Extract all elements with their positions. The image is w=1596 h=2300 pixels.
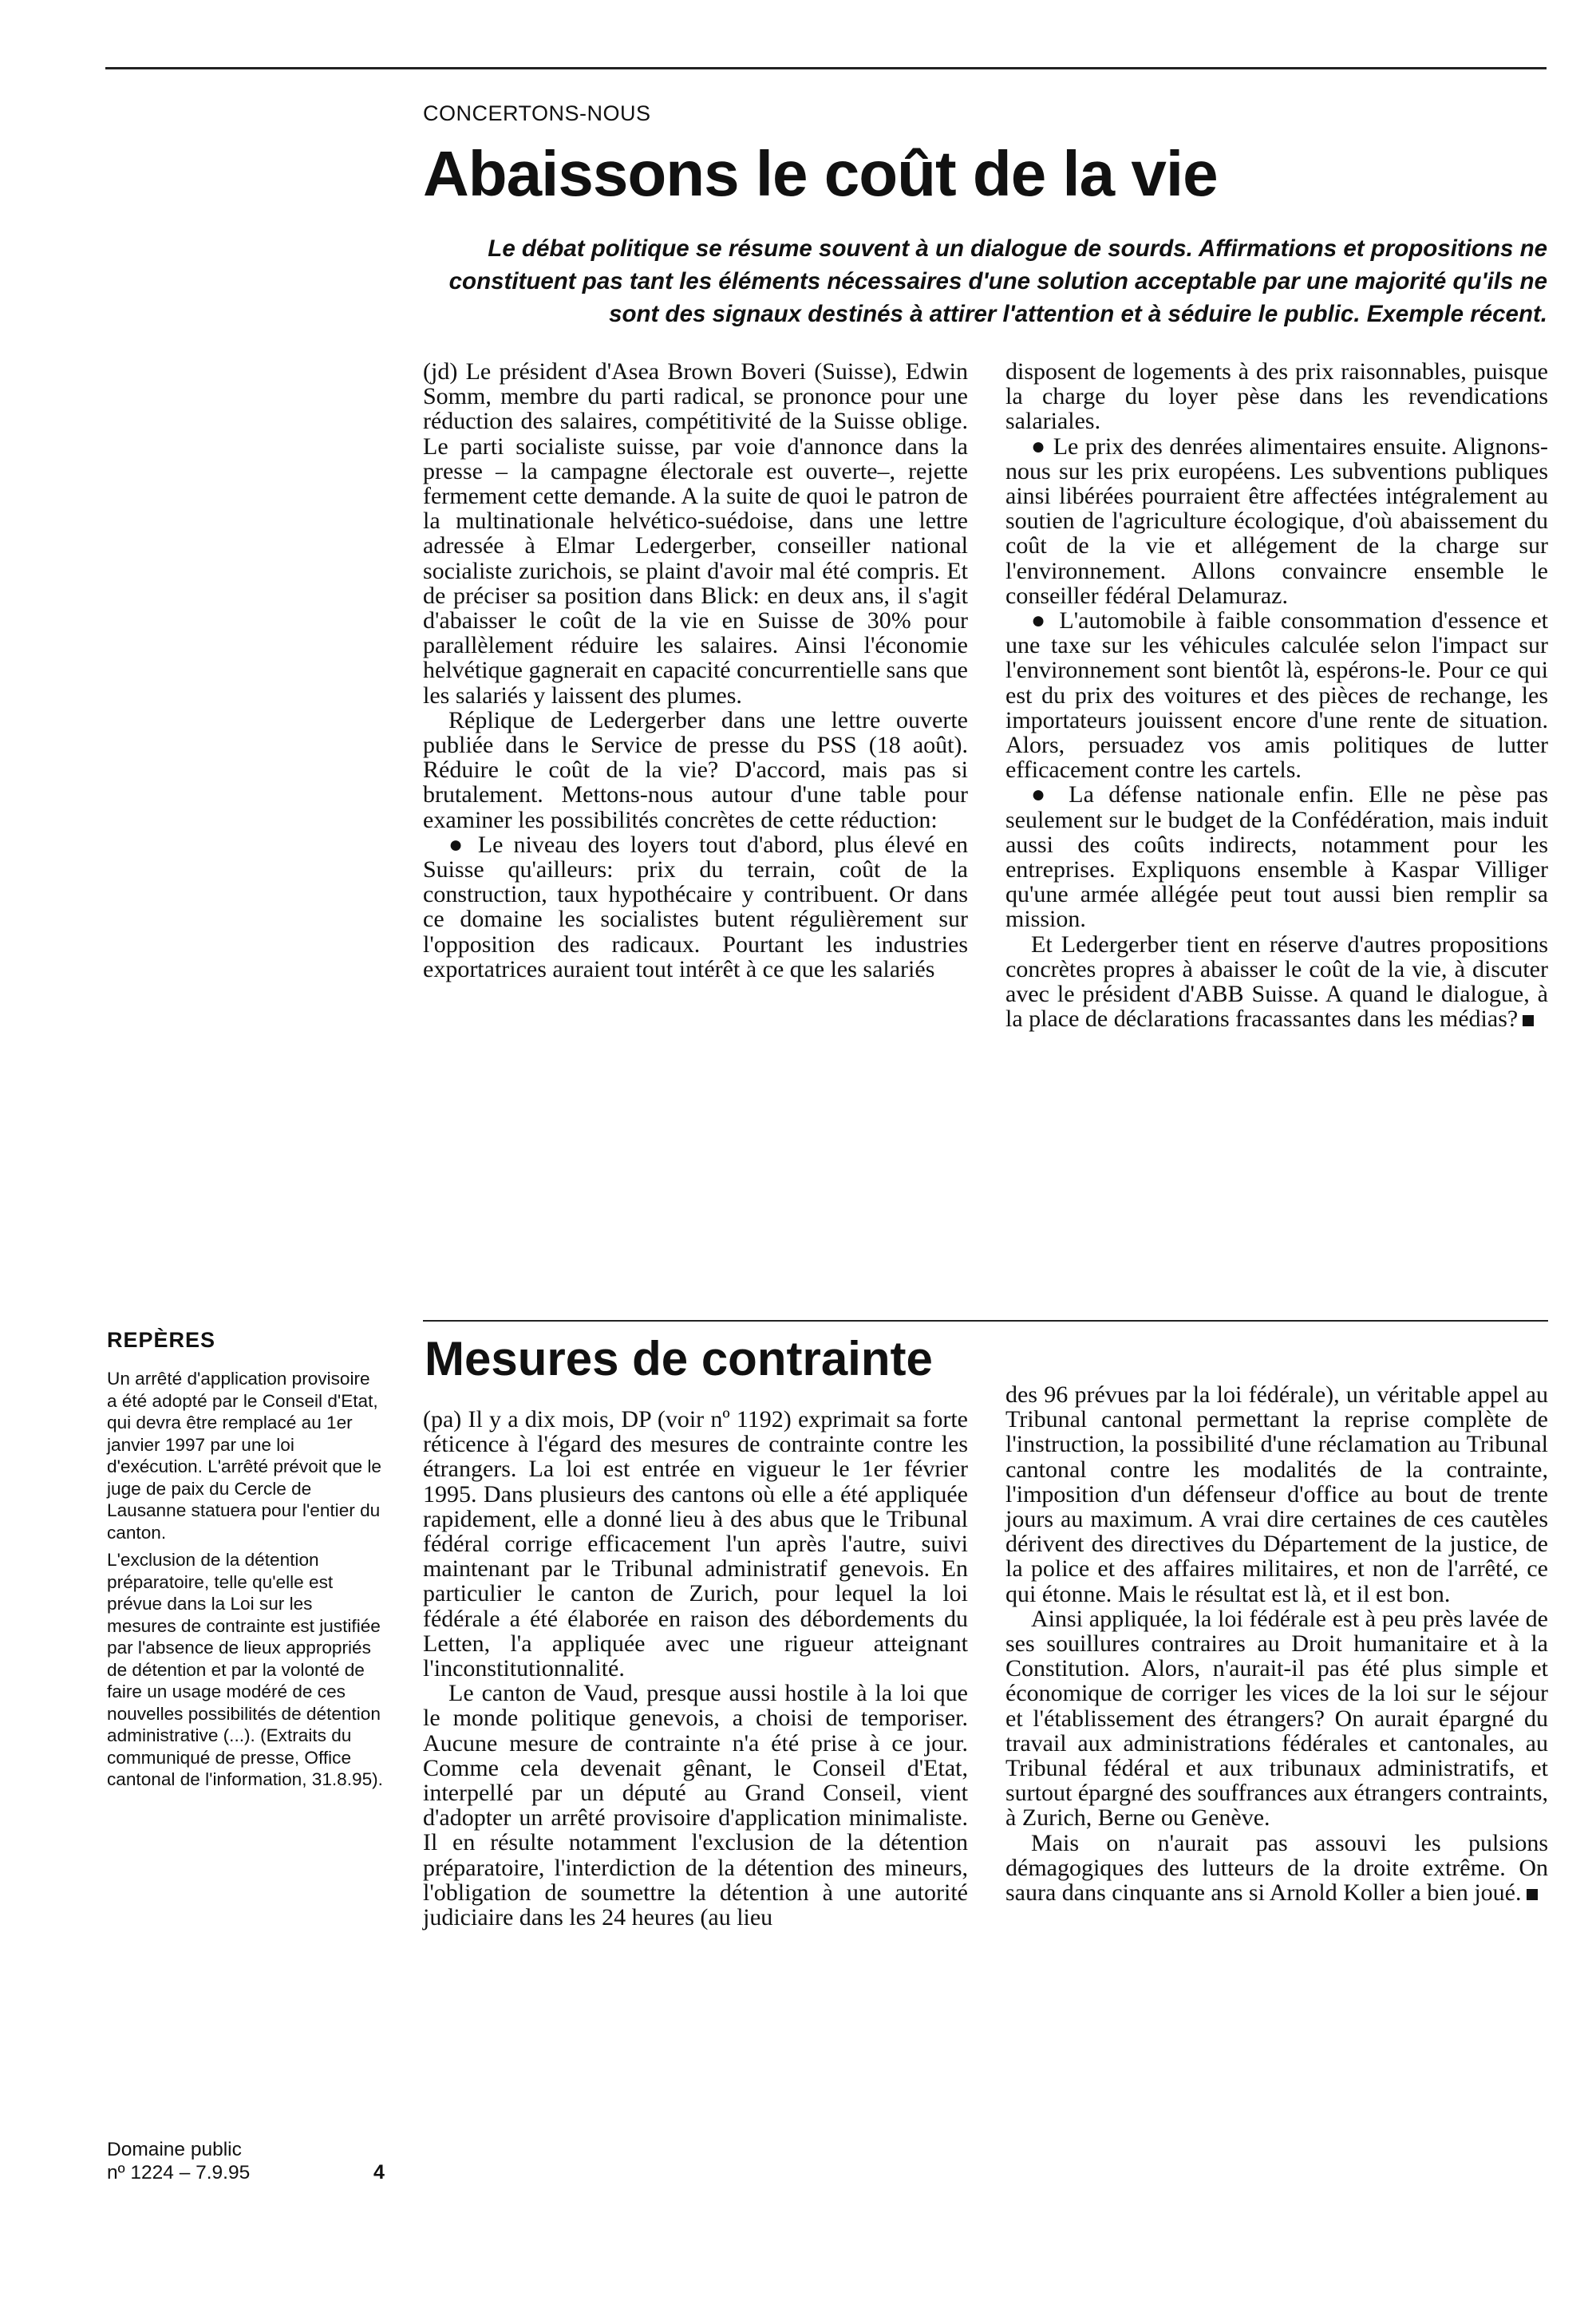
article2-title: Mesures de contrainte [425, 1332, 933, 1385]
paragraph: Réplique de Ledergerber dans une lettre ouverte publiée dans le Service de presse du PSS (18 août). Réduire le coût de la vie? D'accord, mais pas si brutalement. Mettons-nous autour d'une table pour examiner les possibilités concrètes de cette réduction: [423, 706, 968, 833]
paragraph: ● Le prix des denrées alimentaires ensuite. Alignons-nous sur les prix européens. Les subventions publiques ainsi libérées pourraient être affectées intégralement au soutien de l'agriculture écologique, d'où abaissement du coût de la vie et allégement de la charge sur l'environnement. Allons convaincre ensemble le conseiller fédéral Delamuraz. [1005, 433, 1548, 609]
article2-column-1 [423, 1407, 968, 1930]
paragraph: des 96 prévues par la loi fédérale), un véritable appel au Tribunal cantonal permettant la reprise complète de l'instruction, la possibilité d'une réclamation au Tribunal cantonal contre les modalités de la contrainte, l'imposition d'un défenseur d'office au bout de trente jours au maximum. A vrai dire certaines de ces cautèles dérivent des directives du Département de la justice, de la police et des affaires militaires, et non de l'arrêté, ce qui étonne. Mais le résultat est là, et il est bon. [1005, 1381, 1548, 1607]
paragraph: (jd) Le président d'Asea Brown Boveri (Suisse), Edwin Somm, membre du parti radical, se prononce pour une réduction des salaires, compétitivité de la Suisse oblige. Le parti socialiste suisse, par voie d'annonce dans la presse – la campagne électorale est ouverte–, rejette fermement cette demande. A la suite de quoi le patron de la multinationale helvético-suédoise, dans une lettre adressée à Elmar Ledergerber, conseiller national socialiste zurichois, se plaint d'avoir mal été compris. Et de préciser sa position dans Blick: en deux ans, il s'agit d'abaisser le coût de la vie en Suisse de 30% pour parallèlement réduire les salaires. Ainsi l'économie helvétique gagnerait en capacité concurrentielle sans que les salariés y laissent des plumes. [423, 358, 968, 709]
end-mark-icon [1527, 1889, 1538, 1900]
section-kicker: CONCERTONS-NOUS [423, 101, 651, 125]
paragraph: disposent de logements à des prix raisonnables, puisque la charge du loyer pèse dans les revendications salariales. [1005, 358, 1548, 435]
paragraph: Ainsi appliquée, la loi fédérale est à peu près lavée de ses souillures contraires au Droit humanitaire et à la Constitution. Alors, n'aurait-il pas été plus simple et économique de corriger les vices de la loi sur le séjour et l'établissement des étrangers? On aurait épargné du travail aux administrations fédérales et cantonales, au Tribunal fédéral et aux tribunaux administratifs, et surtout épargné des souffrances aux étrangers contraints, à Zurich, Berne ou Genève. [1005, 1605, 1548, 1832]
article1-column-1 [423, 359, 968, 982]
paragraph: (pa) Il y a dix mois, DP (voir nº 1192) exprimait sa forte réticence à l'égard des mesures de contrainte contre les étrangers. La loi est entrée en vigueur le 1er février 1995. Dans plusieurs des cantons où elle a été appliquée rapidement, elle a donné lieu à des abus que le Tribunal fédéral corrige efficacement l'un après l'autre, suivi maintenant par le Tribunal administratif genevois. En particulier le canton de Zurich, pour lequel la loi fédérale a été élaborée en raison des débordements du Letten, l'a appliquée avec une rigueur atteignant l'inconstitutionnalité. [423, 1406, 968, 1682]
paragraph: ● La défense nationale enfin. Elle ne pèse pas seulement sur le budget de la Confédération, mais induit aussi des coûts indirects, notamment pour les entreprises. Expliquons ensemble à Kaspar Villiger qu'une armée allégée peut tout aussi bien remplir sa mission. [1005, 781, 1548, 933]
paragraph-text: Mais on n'aurait pas assouvi les pulsions démagogiques des lutteurs de la droite extrême. On saura dans cinquante ans si Arnold Koller a bien joué. [1005, 1829, 1548, 1907]
sidebar-paragraph: L'exclusion de la détention préparatoire, telle qu'elle est prévue dans la Loi sur les mesures de contrainte est justifiée par l'absence de lieux appropriés de détention et par la volonté de faire un usage modéré de ces nouvelles possibilités de détention administrative (...). (Extraits du communiqué de presse, Office cantonal de l'information, 31.8.95). [107, 1550, 383, 1789]
article-title: Abaissons le coût de la vie [423, 138, 1218, 209]
paragraph: ● Le niveau des loyers tout d'abord, plus élevé en Suisse qu'ailleurs: prix du terrain, coût de la construction, taux hypothécaire y contribuent. Or dans ce domaine les socialistes butent régulièrement sur l'opposition des radicaux. Pourtant les industries exportatrices auraient tout intérêt à ce que les salariés [423, 831, 968, 982]
paragraph-final [1005, 932, 1548, 1032]
paragraph-final [1005, 1831, 1548, 1906]
paragraph: Le canton de Vaud, presque aussi hostile à la loi que le monde politique genevois, a choisi de temporiser. Aucune mesure de contrainte n'a été prise à ce jour. Comme cela devenait gênant, le Conseil d'Etat, interpellé par un député au Grand Conseil, vient d'adopter un arrêté provisoire d'application minimaliste. Il en résulte notamment l'exclusion de la détention préparatoire, l'interdiction de la détention des mineurs, l'obligation de soumettre la détention à une autorité judiciaire dans les 24 heures (au lieu [423, 1680, 968, 1931]
article1-column-2 [1005, 359, 1548, 1031]
sidebar-text [107, 1368, 383, 1796]
top-rule [105, 67, 1547, 69]
section-rule [423, 1320, 1548, 1322]
article2-column-2 [1005, 1382, 1548, 1905]
article-lead: Le débat politique se résume souvent à un dialogue de sourds. Affirmations et propositions ne constituent pas tant les éléments nécessaires d'une solution acceptable par une majorité qu'ils ne sont des signaux destinés à attirer l'attention et à séduire le public. Exemple récent. [448, 235, 1547, 327]
publication-info [107, 2138, 250, 2184]
paragraph-text: Et Ledergerber tient en réserve d'autres propositions concrètes propres à abaisser le coût de la vie, à discuter avec le président d'ABB Suisse. A quand le dialogue, à la place de déclarations fracassantes dans les médias? [1005, 931, 1548, 1033]
sidebar-heading: REPÈRES [107, 1328, 216, 1352]
paragraph: ● L'automobile à faible consommation d'essence et une taxe sur les véhicules calculée selon l'impact sur l'environnement sont bientôt là, espérons-le. Pour ce qui est du prix des voitures et des pièces de rechange, les importateurs jouissent encore d'une rente de situation. Alors, persuadez vos amis politiques de lutter efficacement contre les cartels. [1005, 607, 1548, 784]
page-number: 4 [373, 2161, 385, 2183]
publication-name: Domaine public [107, 2139, 242, 2160]
issue-number: nº 1224 – 7.9.95 [107, 2162, 251, 2183]
end-mark-icon [1523, 1015, 1534, 1026]
sidebar-paragraph: Un arrêté d'application provisoire a été adopté par le Conseil d'Etat, qui devra être remplacé au 1er janvier 1997 par une loi d'exécution. L'arrêté prévoit que le juge de paix du Cercle de Lausanne statuera pour l'entier du canton. [107, 1369, 381, 1543]
